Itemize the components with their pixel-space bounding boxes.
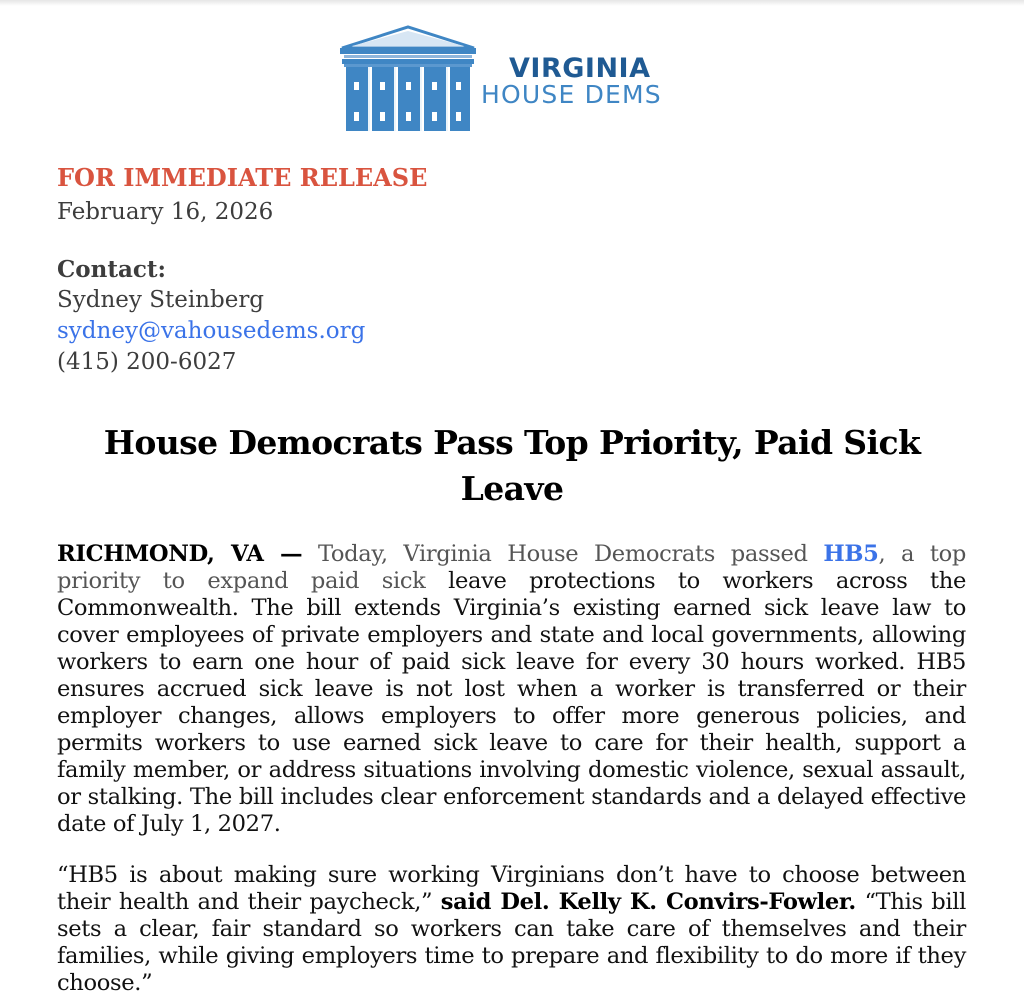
lead-text-tail: , a top priority to expand paid sick: [57, 541, 966, 594]
headline: House Democrats Pass Top Priority, Paid Sick Leave: [103, 423, 921, 508]
lead-text: Today, Virginia House Democrats passed: [302, 541, 824, 567]
contact-email-link[interactable]: sydney@vahousedems.org: [57, 318, 366, 344]
quote-start: “HB5 is about making sure working Virginians don’t have to choose between their health and their paycheck,”: [57, 862, 966, 915]
contact-name: Sydney Steinberg: [57, 287, 265, 313]
release-date: February 16, 2026: [57, 199, 274, 225]
contact-label: Contact:: [57, 256, 167, 283]
contact-block: [57, 254, 365, 378]
capitol-building-icon: [338, 24, 478, 132]
body-paragraph-1: [57, 541, 966, 838]
release-label: FOR IMMEDIATE RELEASE: [57, 163, 428, 192]
body-paragraph-2: [57, 862, 966, 997]
contact-phone: (415) 200-6027: [57, 349, 237, 375]
speaker-attribution: said Del. Kelly K. Convirs-Fowler.: [440, 889, 856, 915]
virginia-house-dems-logo: [338, 24, 678, 132]
logo-text-virginia: VIRGINIA: [509, 53, 651, 84]
dateline: RICHMOND, VA —: [57, 541, 303, 567]
quote-end: “This bill sets a clear, fair standard so workers can take care of themselves and their families, while giving employers time to prepare and flexibility to do more if they choose.”: [57, 889, 966, 996]
page-top-shadow: [0, 0, 1024, 6]
paragraph-1-body: leave protections to workers across the Commonwealth. The bill extends Virginia’s existing earned sick leave law to cover employees of private employers and state and local governments, allowing workers to earn one hour of paid sick leave for every 30 hours worked. HB5 ensures accrued sick leave is not lost when a worker is transferred or their employer changes, allows employers to offer more generous policies, and permits workers to use earned sick leave to care for their health, support a family member, or address situations involving domestic violence, sexual assault, or stalking. The bill includes clear enforcement standards and a delayed effective date of July 1, 2027.: [57, 568, 966, 837]
logo-text-house-dems: HOUSE DEMS: [481, 80, 662, 109]
hb5-link[interactable]: HB5: [823, 541, 879, 567]
